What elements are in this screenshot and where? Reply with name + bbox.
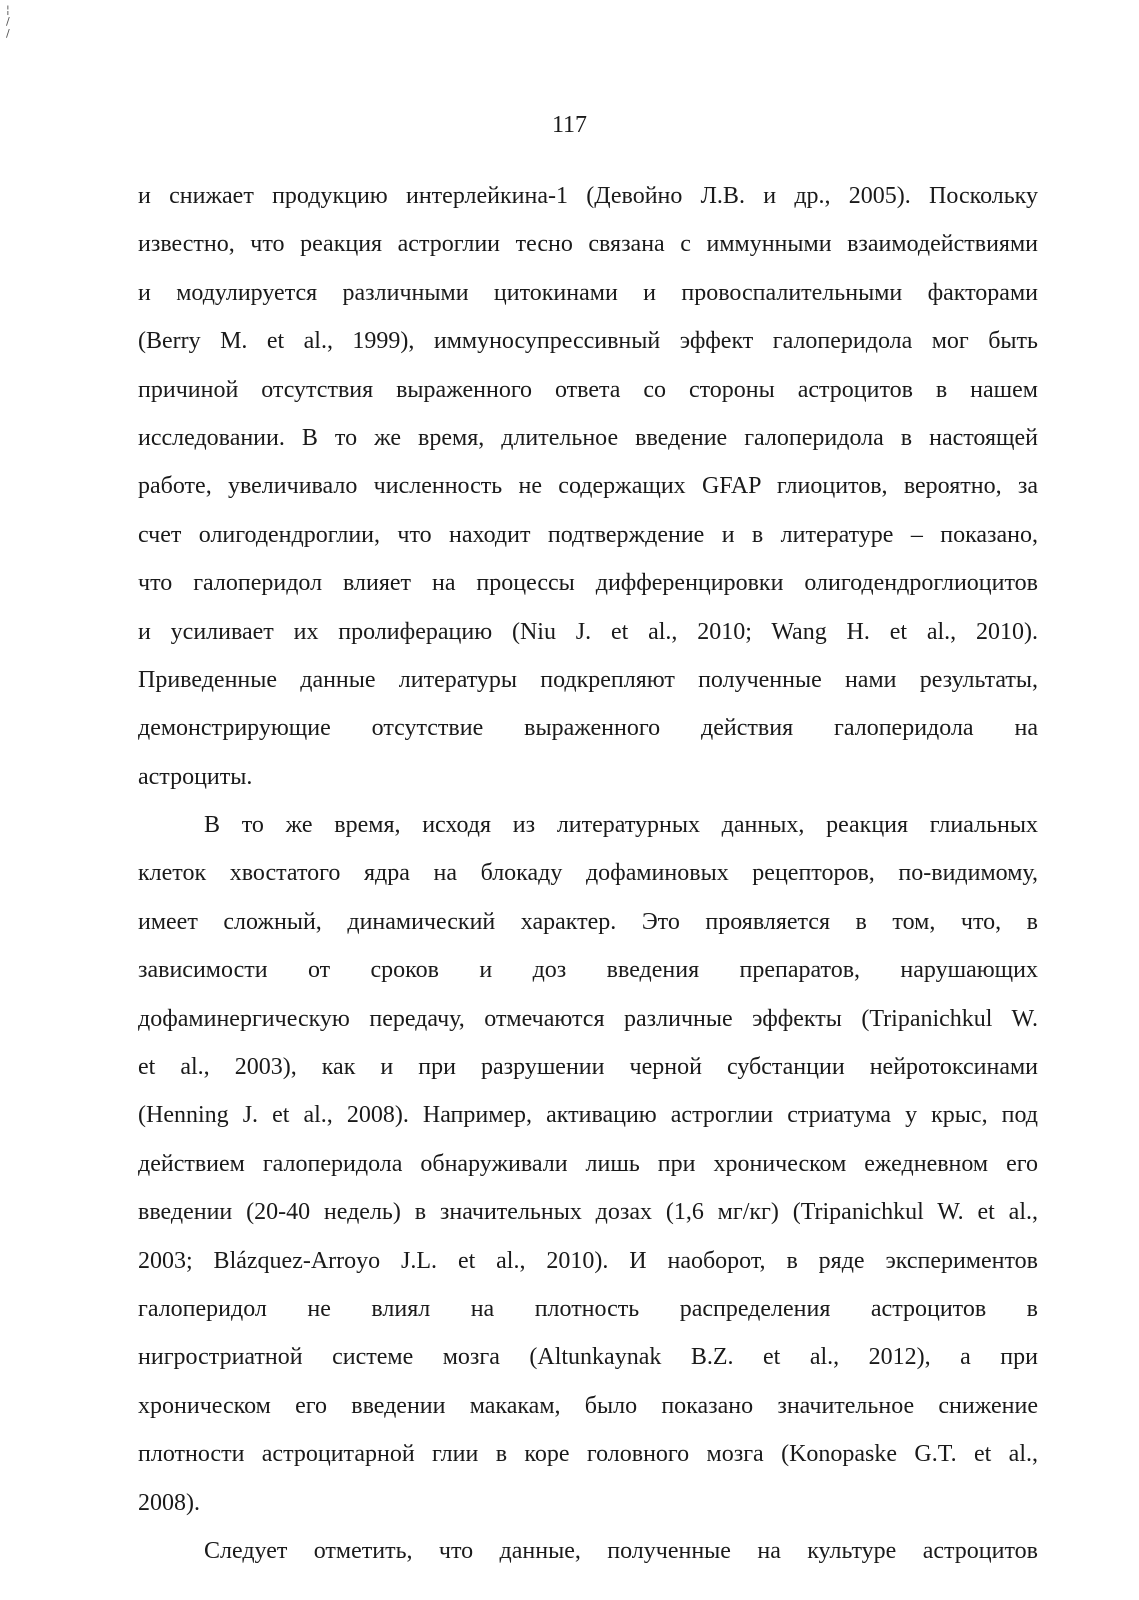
text-line: причиной отсутствия выраженного ответа со стороны астроцитов в нашем bbox=[138, 376, 1038, 403]
text-line: демонстрирующие отсутствие выраженного действия галоперидола на bbox=[138, 715, 1038, 742]
text-line: дофаминергическую передачу, отмечаются различные эффекты (Tripanichkul W. bbox=[138, 1005, 1038, 1032]
text-line: (Henning J. et al., 2008). Например, активацию астроглии стриатума у крыс, под bbox=[138, 1102, 1038, 1129]
text-line: известно, что реакция астроглии тесно связана с иммунными взаимодействиями bbox=[138, 231, 1038, 258]
text-line: Следует отметить, что данные, полученные на культуре астроцитов bbox=[204, 1537, 1038, 1564]
text-line: et al., 2003), как и при разрушении черной субстанции нейротоксинами bbox=[138, 1054, 1038, 1081]
scan-artifact: ¦ / / bbox=[6, 3, 10, 40]
text-line: действием галоперидола обнаруживали лишь при хроническом ежедневном его bbox=[138, 1150, 1038, 1177]
text-line: (Berry M. et al., 1999), иммуносупрессивный эффект галоперидола мог быть bbox=[138, 328, 1038, 355]
text-line: хроническом его введении макакам, было показано значительное снижение bbox=[138, 1392, 1038, 1419]
text-line: и снижает продукцию интерлейкина-1 (Девойно Л.В. и др., 2005). Поскольку bbox=[138, 183, 1038, 209]
text-line: 2008). bbox=[138, 1489, 200, 1516]
text-line: работе, увеличивало численность не содержащих GFAP глиоцитов, вероятно, за bbox=[138, 473, 1038, 500]
text-line: и усиливает их пролиферацию (Niu J. et al., 2010; Wang H. et al., 2010). bbox=[138, 618, 1038, 645]
page-number: 117 bbox=[551, 112, 588, 138]
text-line: плотности астроцитарной глии в коре головного мозга (Konopaske G.T. et al., bbox=[138, 1441, 1038, 1468]
text-line: зависимости от сроков и доз введения препаратов, нарушающих bbox=[138, 957, 1038, 984]
text-line: астроциты. bbox=[138, 763, 253, 790]
text-line: В то же время, исходя из литературных данных, реакция глиальных bbox=[204, 812, 1038, 839]
text-line: 2003; Blázquez-Arroyo J.L. et al., 2010). И наоборот, в ряде экспериментов bbox=[138, 1247, 1038, 1274]
text-line: галоперидол не влиял на плотность распределения астроцитов в bbox=[138, 1295, 1038, 1322]
text-line: что галоперидол влияет на процессы дифференцировки олигодендроглиоцитов bbox=[138, 570, 1038, 597]
text-line: нигростриатной системе мозга (Altunkaynak B.Z. et al., 2012), а при bbox=[138, 1344, 1038, 1371]
text-line: Приведенные данные литературы подкрепляют полученные нами результаты, bbox=[138, 666, 1038, 693]
text-line: введении (20-40 недель) в значительных дозах (1,6 мг/кг) (Tripanichkul W. et al., bbox=[138, 1199, 1038, 1226]
text-line: клеток хвостатого ядра на блокаду дофаминовых рецепторов, по-видимому, bbox=[138, 860, 1038, 887]
text-line: исследовании. В то же время, длительное введение галоперидола в настоящей bbox=[138, 424, 1038, 451]
text-line: и модулируется различными цитокинами и провоспалительными факторами bbox=[138, 279, 1038, 306]
body-text bbox=[138, 172, 1038, 1575]
text-line: счет олигодендроглии, что находит подтверждение и в литературе – показано, bbox=[138, 521, 1038, 548]
text-line: имеет сложный, динамический характер. Это проявляется в том, что, в bbox=[138, 908, 1038, 935]
